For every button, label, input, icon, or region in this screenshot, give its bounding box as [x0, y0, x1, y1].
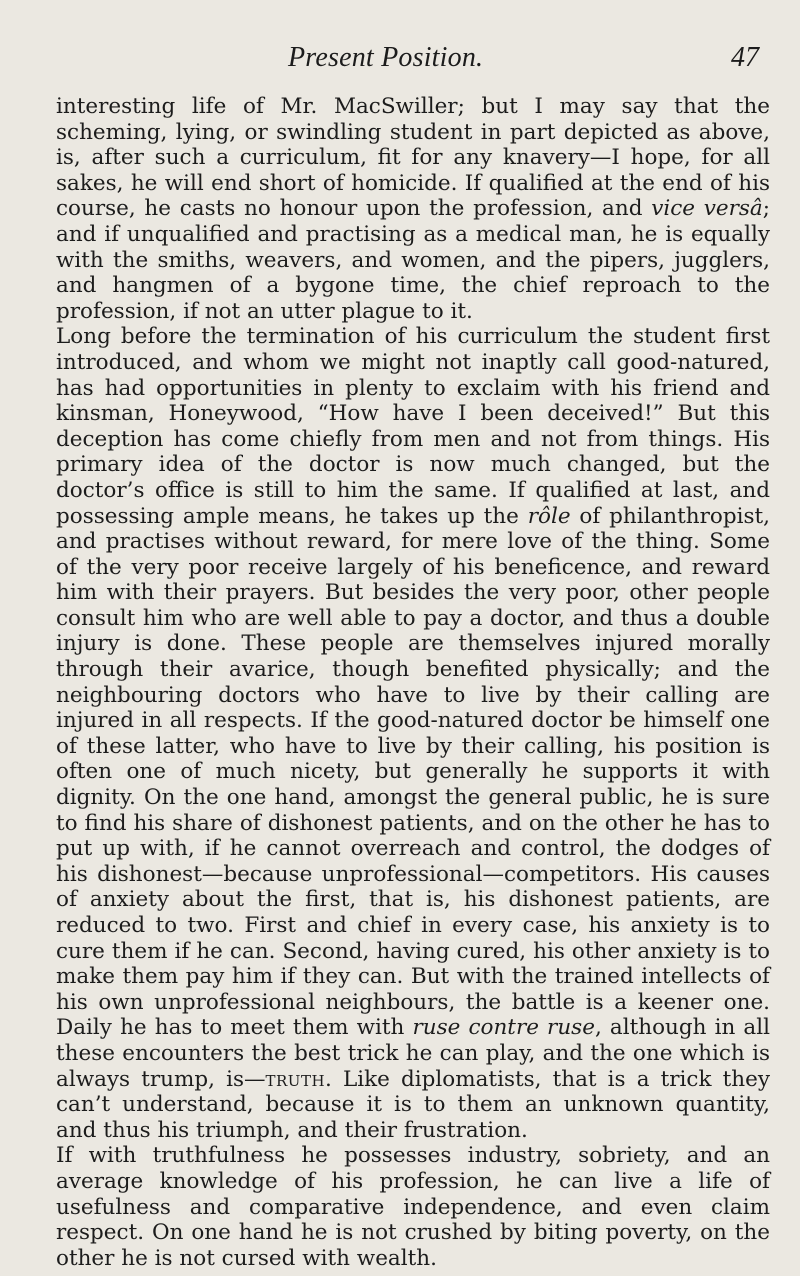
text-segment: interesting life of Mr. MacSwiller; but I may say that the scheming, lying, or swindling student in part depicted as above, is, after such a curriculum, fit for any knavery—I hope, for all sakes, he will end short of homicide. If qualified at the end of his course, he casts no honour upon the profession, and — [56, 94, 770, 222]
running-title: Present Position. — [288, 42, 484, 73]
paragraph-1 — [56, 94, 770, 324]
text-segment: , although in all these encounters the best trick he can play, and the one which is always trump, is— — [56, 1015, 770, 1092]
italic-phrase: vice versâ — [651, 196, 763, 222]
page-number: 47 — [731, 42, 759, 73]
text-segment: Long before the termination of his curriculum the student first introduced, and whom we might not inaptly call good-natured, has had opportunities in plenty to exclaim with his friend and kinsman, Honeywood, “How have I been deceived!” But this deception has come chiefly from men and not from things. His primary idea of the doctor is now much changed, but the doctor’s office is still to him the same. If qualified at last, and possessing ample means, he takes up the — [56, 324, 770, 529]
text-segment: . Like diplomatists, that is a trick they can’t understand, because it is to them an unknown quantity, and thus his triumph, and their frustration. — [56, 1066, 770, 1143]
running-head — [0, 42, 800, 76]
italic-phrase: rôle — [527, 503, 571, 529]
small-caps-word: truth — [265, 1066, 326, 1092]
body-text — [56, 94, 770, 1271]
italic-phrase: ruse contre ruse — [412, 1015, 595, 1041]
paragraph-3 — [56, 1143, 770, 1271]
paragraph-2 — [56, 324, 770, 1143]
text-segment: ; and if unqualified and practising as a medical man, he is equally with the smiths, weavers, and women, and the pipers, jugglers, and hangmen of a bygone time, the chief reproach to the profession, if not an utter plague to it. — [56, 196, 770, 324]
text-segment: If with truthfulness he possesses industry, sobriety, and an average knowledge of his profession, he can live a life of usefulness and comparative independence, and even claim respect. On one hand he is not crushed by biting poverty, on the other he is not cursed with wealth. — [56, 1143, 770, 1271]
text-segment: of philanthropist, and practises without reward, for mere love of the thing. Some of the very poor receive largely of his beneficence, and reward him with their prayers. But besides the very poor, other people consult him who are well able to pay a doctor, and thus a double injury is done. These people are themselves injured morally through their avarice, though benefited physically; and the neighbouring doctors who have to live by their calling are injured in all respects. If the good-natured doctor be himself one of these latter, who have to live by their calling, his position is often one of much nicety, but generally he supports it with dignity. On the one hand, amongst the general public, he is sure to find his share of dishonest patients, and on the other he has to put up with, if he cannot overreach and control, the dodges of his dishonest—because unprofessional—competitors. His causes of anxiety about the first, that is, his dishonest patients, are reduced to two. First and chief in every case, his anxiety is to cure them if he can. Second, having cured, his other anxiety is to make them pay him if they can. But with the trained intellects of his own unprofessional neighbours, the battle is a keener one. Daily he has to meet them with — [56, 503, 770, 1041]
